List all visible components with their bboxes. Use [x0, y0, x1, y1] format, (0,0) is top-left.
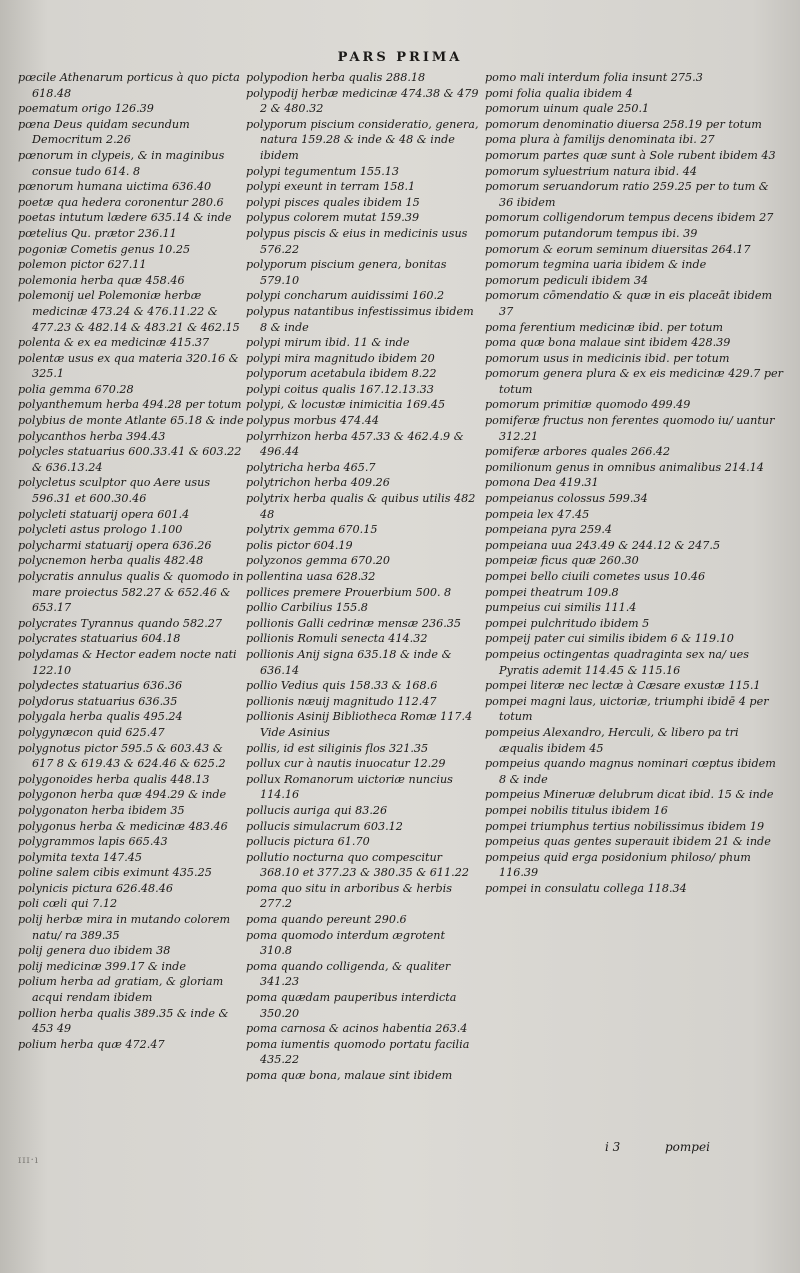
- index-entry: poematum origo 126.39: [18, 102, 154, 116]
- index-entry: pollux Romanorum uictoriæ nuncius 114.16: [246, 772, 453, 802]
- index-entry: pompei bello ciuili cometes usus 10.46: [485, 570, 706, 583]
- index-entry: pomorum putandorum tempus ibi. 39: [485, 226, 698, 240]
- index-entry: pollucis pictura 61.70: [246, 835, 370, 849]
- margin-mark: ɪɪɪ·ı: [18, 1155, 39, 1166]
- index-entry: pœna Deus quidam secundum Democritum 2.26: [18, 117, 190, 147]
- index-entry: polyporum piscium consideratio, genera, natura 159.28 & inde & 48 & inde ibidem: [246, 117, 479, 162]
- index-entry: polij medicinæ 399.17 & inde: [18, 959, 186, 973]
- index-entry: poma iumentis quomodo portatu facilia 435.22: [246, 1037, 470, 1067]
- index-entry: pomorum tegmina uaria ibidem & inde: [485, 258, 707, 272]
- index-column-left: [18, 70, 246, 1220]
- index-entry: polycletus sculptor quo Aere usus 596.31 et 600.30.46: [18, 476, 211, 506]
- index-entry: pollices premere Prouerbium 500. 8: [246, 585, 452, 599]
- index-entry: pollux cur à nautis inuocatur 12.29: [246, 757, 446, 771]
- index-entry: polypus morbus 474.44: [246, 414, 379, 428]
- index-entry: pomiferæ arbores quales 266.42: [485, 445, 671, 459]
- index-entry: polytrichon herba 409.26: [246, 476, 390, 490]
- index-entry: polypi pisces quales ibidem 15: [246, 195, 420, 209]
- index-entry: poma carnosa & acinos habentia 263.4: [246, 1022, 468, 1036]
- index-entry: pomo mali interdum folia insunt 275.3: [485, 71, 703, 84]
- index-entry: polij herbæ mira in mutando colorem natu/ ra 389.35: [18, 913, 231, 942]
- index-entry: pollion herba qualis 389.35 & inde & 453 49: [18, 1006, 229, 1036]
- index-entry: polygonoides herba qualis 448.13: [18, 772, 210, 786]
- index-entry: polycleti statuarij opera 601.4: [18, 507, 190, 521]
- index-entry: polydamas & Hector eadem nocte nati 122.10: [18, 647, 237, 677]
- index-entry: polium herba ad gratiam, & gloriam acqui rendam ibidem: [18, 975, 224, 1005]
- index-entry: poli cœli qui 7.12: [18, 897, 118, 911]
- index-entry: polycleti astus prologo 1.100: [18, 523, 183, 537]
- index-entry: poma quando colligenda, & qualiter 341.23: [246, 959, 451, 989]
- index-entry: polypi coitus qualis 167.12.13.33: [246, 382, 434, 396]
- index-entry: pompeia lex 47.45: [485, 507, 590, 521]
- index-entry: pomorum usus in medicinis ibid. per totum: [485, 351, 730, 365]
- index-entry: pollio Vedius quis 158.33 & 168.6: [246, 679, 438, 693]
- index-entry: polium herba quæ 472.47: [18, 1037, 165, 1051]
- index-column-middle: [246, 70, 479, 1220]
- index-entry: polypi mirum ibid. 11 & inde: [246, 336, 410, 350]
- index-entry: pomorum seruandorum ratio 259.25 per to tum & 36 ibidem: [485, 180, 769, 209]
- index-entry: polyporum acetabula ibidem 8.22: [246, 367, 437, 381]
- index-entry: polypodij herbæ medicinæ 474.38 & 479 2 & 480.32: [246, 86, 479, 116]
- index-entry: polemonij uel Polemoniæ herbæ medicinæ 473.24 & 476.11.22 & 477.23 & 482.14 & 483.21 & 462.15: [18, 289, 240, 334]
- index-entry: pollionis næuij magnitudo 112.47: [246, 694, 437, 708]
- index-entry: polynicis pictura 626.48.46: [18, 881, 173, 895]
- index-entry: pomorum pediculi ibidem 34: [485, 273, 649, 287]
- index-entry: polygynæcon quid 625.47: [18, 725, 165, 739]
- index-entry: polemonia herba quæ 458.46: [18, 273, 185, 287]
- index-entry: polycrates Tyrannus quando 582.27: [18, 616, 223, 630]
- index-entry: pompei triumphus tertius nobilissimus ibidem 19: [485, 819, 765, 833]
- index-entry: polygnotus pictor 595.5 & 603.43 & 617 8 & 619.43 & 624.46 & 625.2: [18, 741, 226, 771]
- index-entry: pœcile Athenarum porticus à quo picta 618.48: [18, 71, 240, 100]
- running-head: PARS PRIMA: [337, 50, 463, 65]
- index-entry: pœnorum humana uictima 636.40: [18, 180, 212, 194]
- index-entry: poma quæ bona malaue sint ibidem 428.39: [485, 336, 731, 350]
- index-entry: poma plura à familijs denominata ibi. 27: [485, 133, 715, 147]
- index-entry: pomi folia qualia ibidem 4: [485, 86, 633, 100]
- index-entry: pompei nobilis titulus ibidem 16: [485, 803, 668, 817]
- index-entry: pœtelius Qu. prætor 236.11: [18, 226, 177, 240]
- index-entry: pumpeius cui similis 111.4: [485, 601, 637, 615]
- index-entry: polij genera duo ibidem 38: [18, 944, 171, 958]
- index-entry: poma quando pereunt 290.6: [246, 913, 407, 927]
- index-entry: pomorum uinum quale 250.1: [485, 102, 650, 116]
- index-entry: polemon pictor 627.11: [18, 258, 147, 272]
- index-entry: polyanthemum herba 494.28 per totum: [18, 398, 242, 412]
- index-entry: pompeius Alexandro, Herculi, & libero pa tri æqualis ibidem 45: [485, 725, 739, 755]
- index-entry: polycanthos herba 394.43: [18, 429, 166, 443]
- index-entry: pompeius octingentas quadraginta sex na/ ues Pyratis ademit 114.45 & 115.16: [485, 647, 749, 677]
- index-columns: [18, 70, 788, 1220]
- index-entry: polyzonos gemma 670.20: [246, 554, 391, 568]
- index-entry: poma quomodo interdum ægrotent 310.8: [246, 928, 445, 958]
- index-entry: pompei literæ nec lectæ à Cæsare exustæ 115.1: [485, 679, 761, 693]
- index-entry: polygonus herba & medicinæ 483.46: [18, 819, 228, 833]
- index-entry: polytrix gemma 670.15: [246, 523, 378, 537]
- index-entry: pollionis Romuli senecta 414.32: [246, 632, 428, 646]
- index-entry: pœnorum in clypeis, & in maginibus consue tudo 614. 8: [18, 148, 225, 178]
- index-entry: pompeius quando magnus nominari cœptus ibidem 8 & inde: [485, 757, 776, 786]
- index-entry: polypodion herba qualis 288.18: [246, 71, 426, 84]
- index-entry: polyporum piscium genera, bonitas 579.10: [246, 258, 447, 287]
- index-entry: pogoniæ Cometis genus 10.25: [18, 242, 191, 256]
- index-entry: pomorum denominatio diuersa 258.19 per totum: [485, 117, 762, 131]
- index-entry: poma quo situ in arboribus & herbis 277.2: [246, 881, 452, 911]
- index-entry: poma ferentium medicinæ ibid. per totum: [485, 320, 724, 334]
- index-entry: pollionis Anij signa 635.18 & inde & 636.14: [246, 647, 452, 677]
- index-entry: pomorum partes quæ sunt à Sole rubent ibidem 43: [485, 148, 776, 162]
- index-entry: pomorum primitiæ quomodo 499.49: [485, 398, 691, 412]
- index-entry: pomona Dea 419.31: [485, 476, 599, 490]
- index-entry: pomorum & eorum seminum diuersitas 264.17: [485, 242, 751, 256]
- index-entry: polypi exeunt in terram 158.1: [246, 180, 416, 194]
- index-entry: poma quæ bona, malaue sint ibidem: [246, 1069, 453, 1082]
- index-entry: polycrates statuarius 604.18: [18, 632, 181, 646]
- index-entry: polycles statuarius 600.33.41 & 603.22 & 636.13.24: [18, 445, 242, 474]
- index-entry: polypus natantibus infestissimus ibidem 8 & inde: [246, 304, 474, 334]
- index-entry: polytricha herba 465.7: [246, 460, 376, 474]
- index-entry: polia gemma 670.28: [18, 382, 134, 396]
- index-entry: polypi concharum auidissimi 160.2: [246, 289, 445, 303]
- index-entry: pompei magni laus, uictoriæ, triumphi ibidē 4 per totum: [485, 694, 769, 724]
- index-entry: pomilionum genus in omnibus animalibus 214.14: [485, 460, 764, 474]
- index-entry: pollucis auriga qui 83.26: [246, 803, 388, 817]
- index-entry: pompei pulchritudo ibidem 5: [485, 616, 650, 630]
- index-entry: pompeius quas gentes superauit ibidem 21 & inde: [485, 835, 771, 849]
- index-entry: polygonon herba quæ 494.29 & inde: [18, 788, 227, 802]
- index-entry: poetæ qua hedera coronentur 280.6: [18, 195, 224, 209]
- index-entry: pomorum syluestrium natura ibid. 44: [485, 164, 697, 178]
- index-entry: pompeius Mineruæ delubrum dicat ibid. 15 & inde: [485, 788, 774, 802]
- index-entry: pompei theatrum 109.8: [485, 585, 619, 599]
- catchword: pompei: [665, 1140, 710, 1154]
- index-entry: polycnemon herba qualis 482.48: [18, 554, 204, 568]
- index-entry: polygala herba qualis 495.24: [18, 710, 183, 724]
- index-entry: pollis, id est siliginis flos 321.35: [246, 741, 429, 755]
- index-entry: polypus colorem mutat 159.39: [246, 211, 420, 225]
- index-entry: pollionis Galli cedrinæ mensæ 236.35: [246, 616, 461, 630]
- index-entry: pollentina uasa 628.32: [246, 570, 376, 583]
- index-entry: polis pictor 604.19: [246, 538, 353, 552]
- index-entry: polygrammos lapis 665.43: [18, 835, 168, 849]
- index-entry: polypi mira magnitudo ibidem 20: [246, 351, 435, 365]
- index-entry: polybius de monte Atlante 65.18 & inde: [18, 414, 244, 428]
- index-entry: pompeij pater cui similis ibidem 6 & 119.10: [485, 632, 734, 646]
- index-entry: polypi, & locustæ inimicitia 169.45: [246, 398, 446, 412]
- index-entry: pomiferæ fructus non ferentes quomodo iu/ uantur 312.21: [485, 414, 775, 443]
- index-entry: pollucis simulacrum 603.12: [246, 819, 403, 833]
- signature-mark: i 3: [605, 1140, 621, 1154]
- index-entry: polycratis annulus qualis & quomodo in mare proiectus 582.27 & 652.46 & 653.17: [18, 570, 244, 615]
- index-entry: polentæ usus ex qua materia 320.16 & 325.1: [18, 351, 239, 381]
- index-entry: pompeiana pyra 259.4: [485, 523, 613, 537]
- index-entry: pollutio nocturna quo compescitur 368.10 et 377.23 & 380.35 & 611.22: [246, 850, 469, 880]
- index-entry: polyrrhizon herba 457.33 & 462.4.9 & 496.44: [246, 429, 464, 459]
- index-entry: polydectes statuarius 636.36: [18, 679, 183, 693]
- index-entry: polypus piscis & eius in medicinis usus 576.22: [246, 226, 468, 256]
- index-entry: polenta & ex ea medicinæ 415.37: [18, 336, 210, 350]
- index-entry: pomorum cōmendatio & quæ in eis placeāt ibidem 37: [485, 289, 773, 318]
- index-entry: poma quædam pauperibus interdicta 350.20: [246, 991, 457, 1020]
- index-entry: poline salem cibis eximunt 435.25: [18, 866, 212, 880]
- index-entry: pompeianus colossus 599.34: [485, 492, 648, 506]
- index-entry: pompeiæ ficus quæ 260.30: [485, 554, 639, 568]
- index-entry: pompei in consulatu collega 118.34: [485, 881, 687, 895]
- index-entry: pollio Carbilius 155.8: [246, 601, 368, 615]
- index-column-right: [479, 70, 785, 1220]
- index-entry: polypi tegumentum 155.13: [246, 164, 400, 178]
- index-entry: pompeiana uua 243.49 & 244.12 & 247.5: [485, 538, 721, 552]
- index-entry: polygonaton herba ibidem 35: [18, 803, 185, 817]
- index-entry: polytrix herba qualis & quibus utilis 482 48: [246, 492, 476, 521]
- index-entry: polycharmi statuarij opera 636.26: [18, 538, 212, 552]
- index-entry: pomorum genera plura & ex eis medicinæ 429.7 per totum: [485, 367, 783, 396]
- index-entry: polymita texta 147.45: [18, 850, 142, 864]
- index-entry: pomorum colligendorum tempus decens ibidem 27: [485, 211, 774, 225]
- index-entry: polydorus statuarius 636.35: [18, 694, 178, 708]
- index-entry: poetas intutum lædere 635.14 & inde: [18, 211, 232, 225]
- index-entry: pollionis Asinij Bibliotheca Romæ 117.4 Vide Asinius: [246, 710, 473, 739]
- index-entry: pompeius quid erga posidonium philoso/ phum 116.39: [485, 850, 751, 880]
